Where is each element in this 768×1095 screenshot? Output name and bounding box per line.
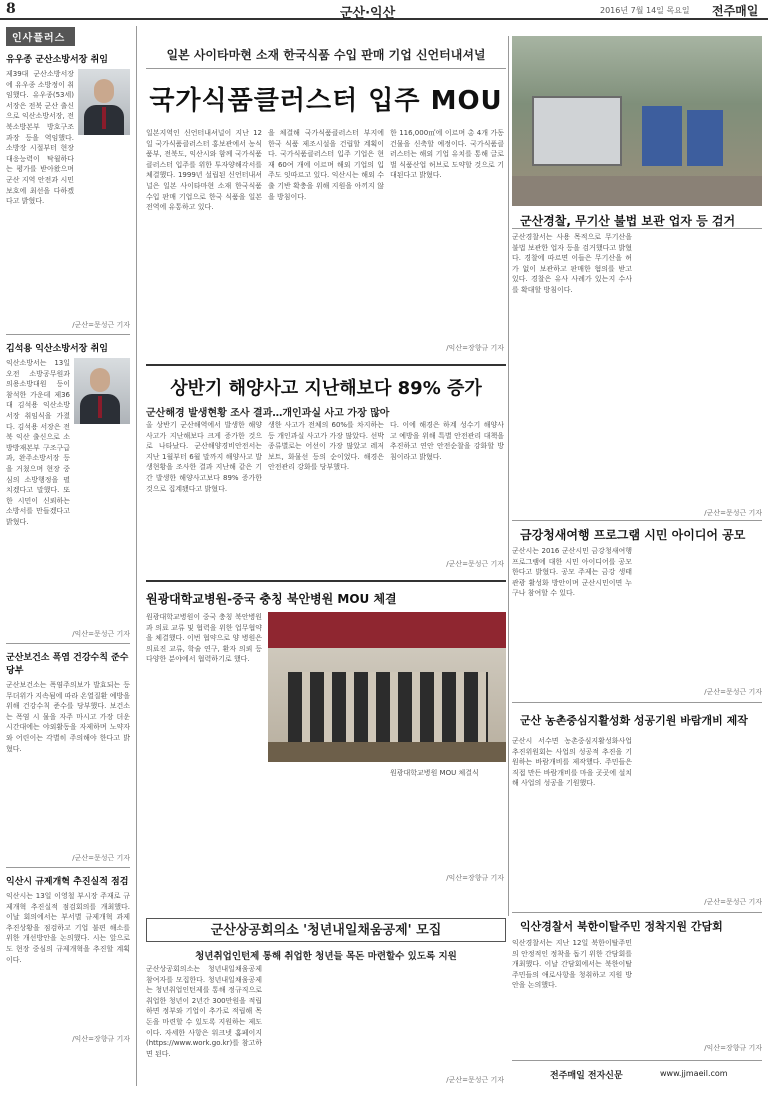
bottom-text-c bbox=[390, 964, 504, 1064]
lead-col-3: 한 116,000㎡에 이르며 총 4개 가동 건물을 신축할 예정이다. 국가식품클러스터는 해외 기업 유치를 통해 글로벌 식품산업 허브로 도약할 것으로 기대된다고 밝혔다. bbox=[390, 129, 504, 180]
divider bbox=[6, 334, 130, 335]
warehouse-photo bbox=[512, 36, 762, 206]
right-item2-byline: /군산=문성근 기자 bbox=[704, 688, 762, 696]
wonkwang-text-b bbox=[268, 768, 384, 878]
item1-byline: /군산=문성근 기자 bbox=[72, 321, 130, 329]
item4-text: 익산시는 13일 이영철 부시장 주재로 규제개혁 추진실적 점검회의를 개최했다. 이날 회의에서는 부서별 규제개혁 과제 추진상황을 점검하고 기업 불편 해소를 위한 개선방안을 논의했다. 시는 앞으로도 현장 중심의 규제개혁을 추진할 계획이다. bbox=[6, 892, 130, 964]
wonkwang-text: 원광대학교병원이 중국 충칭 북안병원과 의료 교류 및 협력을 위한 업무협약을 체결했다. 이번 협약으로 양 병원은 의료진 교류, 학술 연구, 환자 의뢰 등 다양한 분야에서 협력하기로 했다. bbox=[146, 613, 262, 664]
right-item1-headline: 군산경찰, 무기산 불법 보관 업자 등 검거 bbox=[520, 214, 736, 228]
right-item2-text: 군산시는 2016 군산시민 금강청새여행 프로그램에 대한 시민 아이디어를 공모한다고 밝혔다. 공모 주제는 금강 생태관광 활성화 방안이며 군산시민이면 누구나 참여할 수 있다. bbox=[512, 547, 632, 598]
right-item1-text-a: 군산경찰서는 사용 목적으로 무기산을 불법 보관한 업자 등을 검거했다고 밝혔다. 경찰에 따르면 이들은 무기산을 허가 없이 보관하고 판매한 혐의를 받고 있다. 경찰은 유사 사례가 있는지 수사를 확대할 방침이다. bbox=[512, 233, 632, 294]
haesang-subhead: 군산해경 발생현황 조사 결과…개인과실 사고 가장 많아 bbox=[146, 408, 390, 419]
footer-rule bbox=[512, 1060, 762, 1061]
bottom-text-a: 군산상공회의소는 청년내일채움공제 참여자를 모집한다. 청년내일채움공제는 청년취업인턴제를 통해 정규직으로 취업한 청년이 2년간 300만원을 적립하면 정부와 기업이 추가로 적립해 목돈을 마련할 수 있도록 지원하는 제도이다. 자세한 사항은 워크넷 홈페이지(https://www.work.go.kr)를 참고하면 된다. bbox=[146, 965, 262, 1058]
haesang-col-1: 올 상반기 군산해역에서 발생한 해양사고가 지난해보다 크게 증가한 것으로 나타났다. 군산해양경비안전서는 지난 1월부터 6월 말까지 해양사고 발생현황을 조사한 결과 지난해 같은 기간 발생한 해양사고보다 89% 증가한 것으로 집계됐다고 밝혔다. bbox=[146, 421, 262, 493]
column-divider bbox=[508, 36, 509, 916]
rule bbox=[512, 702, 762, 703]
right-item1-text-b bbox=[640, 232, 762, 502]
bottom-subhead: 청년취업인턴제 통해 취업한 청년들 목돈 마련할수 있도록 지원 bbox=[195, 951, 457, 962]
left-column bbox=[6, 26, 130, 1086]
item4-headline: 익산시 규제개혁 추진실적 점검 bbox=[6, 877, 129, 887]
section-title: 군산·익산 bbox=[340, 6, 396, 21]
lead-kicker: 일본 사이타마현 소재 한국식품 수입 판매 기업 신언터내셔널 bbox=[166, 48, 486, 62]
bottom-headline-box bbox=[146, 918, 506, 942]
lead-byline: /익산=장향규 기자 bbox=[446, 344, 504, 352]
right-item3-byline: /군산=문성근 기자 bbox=[704, 898, 762, 906]
section-rule bbox=[146, 580, 506, 582]
lead-headline: 국가식품클러스터 입주 MOU bbox=[149, 86, 503, 116]
portrait-photo-1 bbox=[78, 69, 130, 135]
right-item2-text-b bbox=[640, 546, 762, 676]
item2-text: 익산소방서는 13일 오전 소방공무원과 의용소방대원 등이 참석한 가운데 제36대 김석용 익산소방서장 취임식을 가졌다. 김석용 서장은 전북 익산 출신으로 소방방재본부 구조구급과, 완주소방서장 등을 거쳤으며 현장 중심의 소방행정을 펼치겠다고 말했다. 또한 시민이 신뢰하는 소방서를 만들겠다고 밝혔다. bbox=[6, 359, 70, 526]
footer-url[interactable]: www.jjmaeil.com bbox=[660, 1069, 728, 1078]
right-item3-text-b bbox=[640, 736, 762, 886]
rule bbox=[512, 912, 762, 913]
portrait-photo-2 bbox=[74, 358, 130, 424]
divider bbox=[6, 867, 130, 868]
divider bbox=[6, 643, 130, 644]
item3-byline: /군산=문성근 기자 bbox=[72, 854, 130, 862]
item3-headline: 군산보건소 폭염 건강수칙 준수 당부 bbox=[6, 653, 129, 676]
rule bbox=[512, 520, 762, 521]
page-header bbox=[0, 0, 768, 20]
right-item1-byline: /군산=문성근 기자 bbox=[704, 509, 762, 517]
item4-byline: /익산=장향규 기자 bbox=[72, 1035, 130, 1043]
right-item4-text: 익산경찰서는 지난 12일 북한이탈주민의 안정적인 정착을 돕기 위한 간담회를 개최했다. 이날 간담회에서는 북한이탈주민들의 애로사항을 청취하고 지원 방안을 논의했다. bbox=[512, 939, 632, 990]
wonkwang-caption: 원광대학교병원 MOU 체결식 bbox=[390, 769, 479, 777]
page-number: 8 bbox=[6, 1, 16, 17]
kicker-rule bbox=[146, 68, 506, 69]
item3-text: 군산보건소는 폭염주의보가 발효되는 등 무더위가 지속됨에 따라 온열질환 예방을 위해 건강수칙 준수를 당부했다. 보건소는 폭염 시 물을 자주 마시고 가장 더운 시간대에는 야외활동을 자제하며 노약자와 어린이는 각별히 주의해야 한다고 밝혔다. bbox=[6, 681, 130, 753]
lead-col-1: 일본지역인 신언터내셔널이 지난 12일 국가식품클러스터 홍보관에서 농식품부, 전북도, 익산시와 함께 국가식품클러스터 입주를 위한 투자양해각서를 체결했다. 1999년 설립된 신언터내셔널은 일본 사이타마현 소재 한국식품 수입 판매 기업으로 한국 식품을 일본 전역에 유통하고 있다. bbox=[146, 129, 262, 212]
item2-headline: 김석용 익산소방서장 취임 bbox=[6, 344, 108, 354]
bottom-text-b bbox=[268, 964, 384, 1084]
item1-text: 제39대 군산소방서장에 유우종 소방정이 취임했다. 유우종(53세) 서장은 전북 군산 출신으로 익산소방서장, 전북소방본부 방호구조과장 등을 역임했다. 소방장 시절부터 현장 대응능력이 탁월하다는 평가를 받아왔으며 군산 지역 안전과 시민 보호에 최선을 다하겠다고 밝혔다. bbox=[6, 70, 74, 206]
lead-col-2: 을 체결해 국가식품클러스터 부지에 한국 식품 제조시설을 건립할 계획이다. 국가식품클러스터 입주 기업은 현재 60여 개에 이르며 해외 기업의 입주도 잇따르고 있다. 익산시는 해외 수출 기반 확충을 위해 지원을 아끼지 않을 방침이다. bbox=[268, 129, 384, 201]
haesang-headline: 상반기 해양사고 지난해보다 89% 증가 bbox=[170, 378, 482, 399]
section-badge: 인사플러스 bbox=[6, 27, 75, 46]
right-item3-headline: 군산 농촌중심지활성화 성공기원 바람개비 제작 bbox=[520, 714, 748, 727]
right-item2-headline: 금강청새여행 프로그램 시민 아이디어 공모 bbox=[520, 528, 746, 542]
section-rule bbox=[146, 364, 506, 366]
column-divider bbox=[136, 26, 137, 1086]
item2-byline: /익산=문성근 기자 bbox=[72, 630, 130, 638]
issue-date: 2016년 7월 14일 목요일 bbox=[600, 6, 690, 15]
right-item4-byline: /익산=장향규 기자 bbox=[704, 1044, 762, 1052]
bottom-headline: 군산상공회의소 '청년내일채움공제' 모집 bbox=[210, 923, 442, 938]
haesang-col-2: 생한 사고가 전체의 60%를 차지하는 등 개인과실 사고가 가장 많았다. 선박 종류별로는 어선이 가장 많았고 레저보트, 화물선 등의 순이었다. 해경은 안전관리 강화를 당부했다. bbox=[268, 421, 384, 472]
mou-photo bbox=[268, 612, 506, 762]
haesang-byline: /군산=문성근 기자 bbox=[446, 560, 504, 568]
haesang-col-3: 다. 이에 해경은 하계 성수기 해양사고 예방을 위해 특별 안전관리 대책을 추진하고 연안 안전순찰을 강화할 방침이라고 밝혔다. bbox=[390, 421, 504, 461]
item1-headline: 유우종 군산소방서장 취임 bbox=[6, 55, 108, 65]
right-item4-text-b bbox=[640, 938, 762, 1038]
footer-brand: 전주매일 전자신문 bbox=[550, 1071, 623, 1081]
bottom-byline: /군산=문성근 기자 bbox=[446, 1076, 504, 1084]
right-item3-text: 군산시 서수면 농촌중심지활성화사업 추진위원회는 사업의 성공적 추진을 기원하는 바람개비를 제작했다. 주민들은 직접 만든 바람개비를 마을 곳곳에 설치해 사업의 성공을 기원했다. bbox=[512, 737, 632, 788]
rule bbox=[512, 228, 762, 229]
masthead-brand: 전주매일 bbox=[712, 4, 759, 18]
right-item4-headline: 익산경찰서 북한이탈주민 정착지원 간담회 bbox=[520, 920, 723, 933]
wonkwang-byline: /익산=장향규 기자 bbox=[446, 874, 504, 882]
wonkwang-headline: 원광대학교병원-중국 충칭 북안병원 MOU 체결 bbox=[146, 592, 397, 606]
